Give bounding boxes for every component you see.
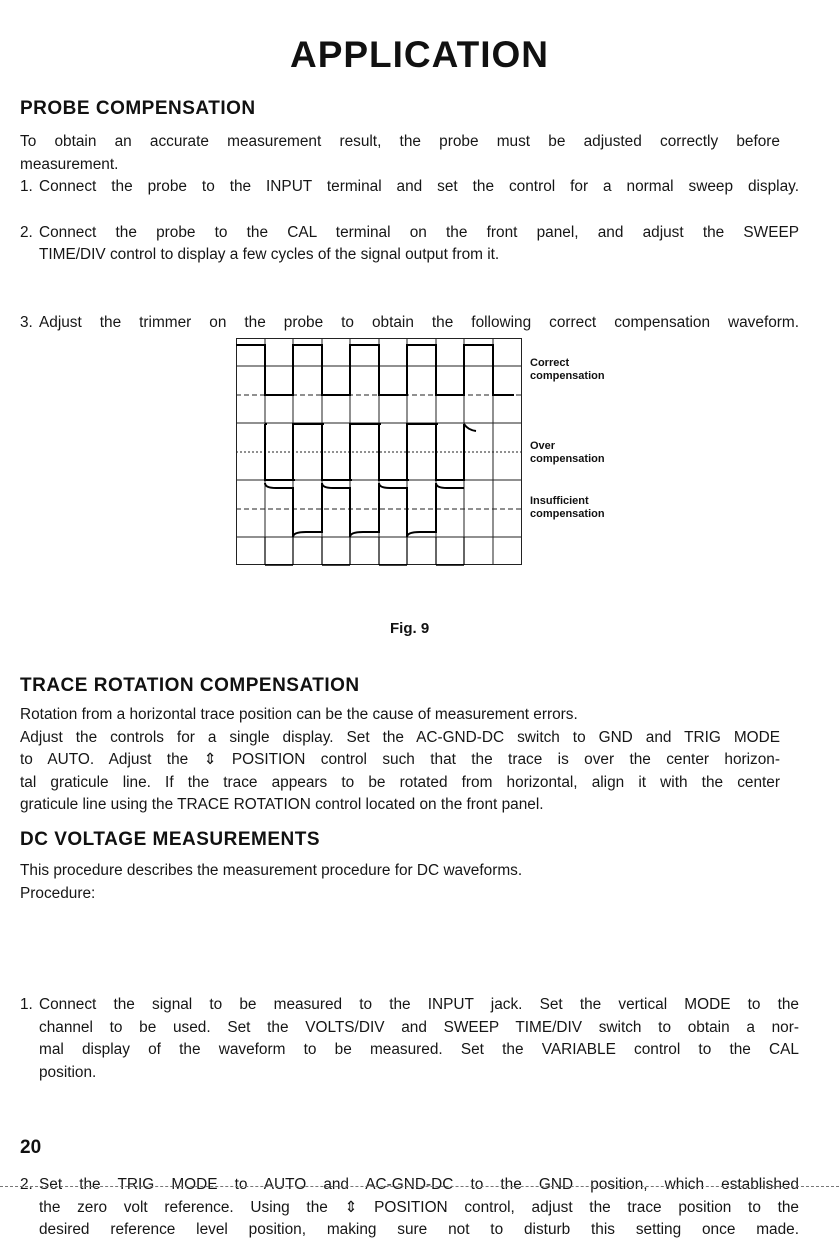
step-number: 2. bbox=[20, 1176, 33, 1193]
paragraph-line: channel to be used. Set the VOLTS/DIV and SWEEP TIME/DIV switch to obtain a nor- bbox=[39, 1018, 799, 1036]
step-number: 1. bbox=[20, 996, 33, 1013]
paragraph-line: graticule line using the TRACE ROTATION control located on the front panel. bbox=[20, 796, 544, 813]
step-number: 2. bbox=[20, 223, 33, 241]
paragraph-line: Adjust the controls for a single display. Set the AC-GND-DC switch to GND and TRIG MODE bbox=[20, 728, 780, 746]
paragraph-line: to AUTO. Adjust the ⇕ POSITION control such that the trace is over the center horizon- bbox=[20, 751, 780, 768]
label-line: compensation bbox=[530, 370, 605, 382]
paragraph-line: Connect the probe to the CAL terminal on the front panel, and adjust the SWEEP bbox=[39, 223, 799, 241]
probe-step-2 bbox=[20, 222, 799, 267]
section-heading-probe-compensation: PROBE COMPENSATION bbox=[20, 98, 256, 119]
dc-step-1 bbox=[20, 994, 799, 1084]
page-number: 20 bbox=[20, 1137, 42, 1158]
paragraph-line: TIME/DIV control to display a few cycles of the signal output from it. bbox=[39, 246, 500, 263]
paragraph-line: tal graticule line. If the trace appears to be rotated from horizontal, align it with the center bbox=[20, 773, 780, 791]
label-line: Over bbox=[530, 440, 556, 452]
paragraph-line: Set the TRIG MODE to AUTO and AC-GND-DC to the GND position, which established bbox=[39, 1176, 799, 1193]
page-title: APPLICATION bbox=[289, 34, 550, 75]
figure-caption: Fig. 9 bbox=[390, 620, 430, 637]
paragraph-line: To obtain an accurate measurement result, the probe must be adjusted correctly before bbox=[20, 133, 780, 150]
paragraph-line: desired reference level position, making sure not to disturb this setting once made. bbox=[39, 1221, 799, 1238]
section-heading-trace-rotation: TRACE ROTATION COMPENSATION bbox=[20, 675, 360, 696]
paragraph-line: the zero volt reference. Using the ⇕ POSITION control, adjust the trace position to the bbox=[39, 1198, 799, 1216]
dc-intro-paragraph bbox=[20, 860, 780, 905]
label-over-compensation bbox=[530, 440, 605, 466]
trace-rotation-paragraph bbox=[20, 704, 780, 817]
paragraph-line: measurement. bbox=[20, 155, 119, 173]
label-line: Correct bbox=[530, 357, 570, 369]
probe-intro-paragraph bbox=[20, 131, 780, 176]
paragraph-line: Connect the probe to the INPUT terminal and set the control for a normal sweep display. bbox=[39, 178, 799, 195]
label-correct-compensation bbox=[530, 357, 605, 383]
step-number: 1. bbox=[20, 178, 33, 195]
probe-step-1 bbox=[20, 176, 799, 199]
label-line: compensation bbox=[530, 508, 605, 520]
paragraph-line: Connect the signal to be measured to the INPUT jack. Set the vertical MODE to the bbox=[39, 996, 799, 1013]
paragraph-line: mal display of the waveform to be measured. Set the VARIABLE control to the CAL bbox=[39, 1041, 799, 1058]
section-heading-dc-voltage: DC VOLTAGE MEASUREMENTS bbox=[20, 829, 321, 850]
label-line: Insufficient bbox=[530, 495, 589, 507]
dc-step-2 bbox=[20, 1174, 799, 1242]
paragraph-line: This procedure describes the measurement procedure for DC waveforms. bbox=[20, 862, 523, 879]
overshoot-tail bbox=[464, 424, 476, 431]
correct-compensation-waveform bbox=[236, 345, 514, 395]
label-insufficient-compensation bbox=[530, 495, 605, 521]
paragraph-line: Procedure: bbox=[20, 884, 96, 902]
paragraph-line: Adjust the trimmer on the probe to obtain the following correct compensation waveform. bbox=[39, 313, 799, 331]
probe-step-3 bbox=[20, 312, 799, 335]
paragraph-line: position. bbox=[39, 1063, 97, 1081]
probe-compensation-figure bbox=[236, 338, 656, 572]
label-line: compensation bbox=[530, 453, 605, 465]
waveform-tails bbox=[265, 537, 464, 565]
paragraph-line: Rotation from a horizontal trace position can be the cause of measurement errors. bbox=[20, 706, 578, 723]
insufficient-compensation-waveform bbox=[265, 483, 464, 537]
page-bottom-rule bbox=[0, 1186, 839, 1187]
waveform-graticule-diagram bbox=[236, 338, 526, 572]
step-number: 3. bbox=[20, 313, 33, 331]
